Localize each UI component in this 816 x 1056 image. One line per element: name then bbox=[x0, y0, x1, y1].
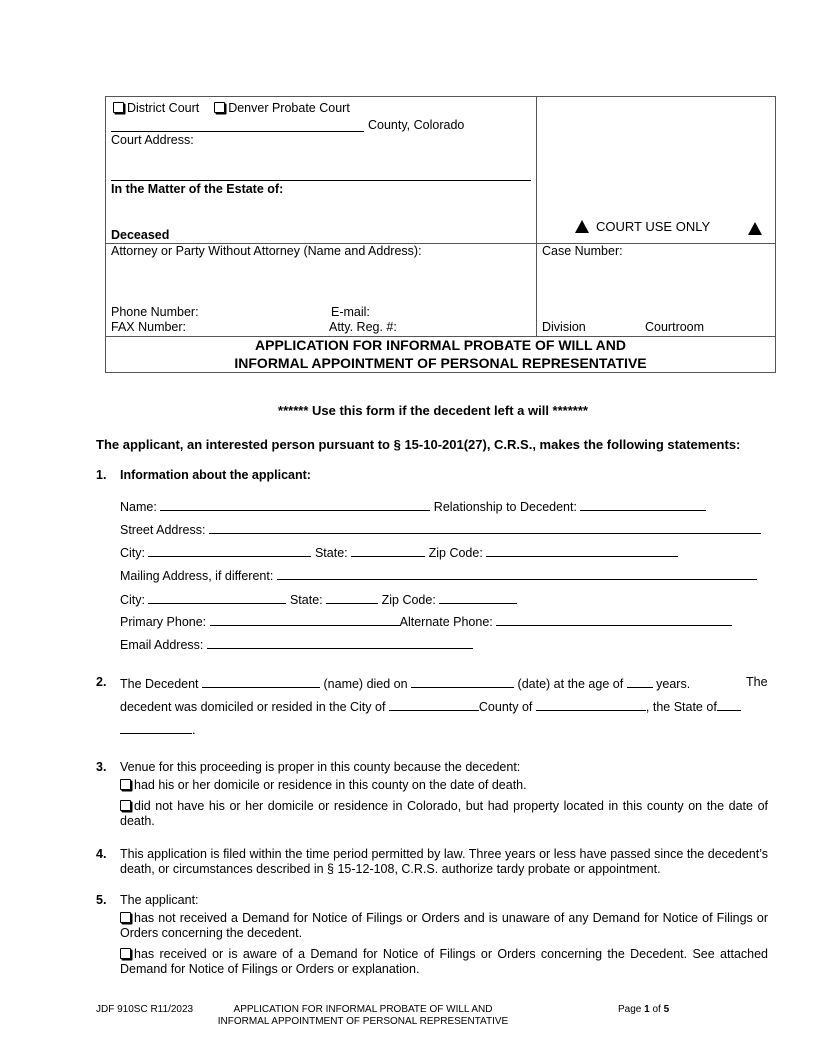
court-address-label: Court Address: bbox=[111, 133, 194, 147]
city-field[interactable] bbox=[148, 544, 311, 557]
relationship-label: Relationship to Decedent: bbox=[433, 500, 577, 514]
alternate-phone-field[interactable] bbox=[496, 613, 732, 626]
mailing-address-label: Mailing Address, if different: bbox=[120, 569, 274, 583]
the-label: The bbox=[746, 675, 768, 689]
intro-statement: The applicant, an interested person pursuant to § 15-10-201(27), C.R.S., makes the following statements: bbox=[96, 437, 741, 452]
attorney-label: Attorney or Party Without Attorney (Name and Address): bbox=[111, 244, 422, 258]
state-of-label: , the State of bbox=[645, 700, 717, 714]
relationship-field[interactable] bbox=[580, 498, 706, 511]
demand-option2-checkbox[interactable] bbox=[120, 948, 131, 959]
court-use-triangle-left bbox=[575, 220, 589, 236]
name-label: Name: bbox=[120, 500, 157, 514]
primary-phone-label: Primary Phone: bbox=[120, 615, 207, 629]
applicant-email-field[interactable] bbox=[207, 636, 473, 649]
page-prefix: Page bbox=[618, 1004, 642, 1015]
district-court-checkbox[interactable] bbox=[113, 102, 124, 113]
section2-line2 bbox=[120, 698, 741, 714]
court-use-only-label: COURT USE ONLY bbox=[596, 219, 711, 234]
form-title-line1: APPLICATION FOR INFORMAL PROBATE OF WILL AND bbox=[255, 337, 626, 353]
form-title-line2: INFORMAL APPOINTMENT OF PERSONAL REPRESENTATIVE bbox=[234, 355, 647, 371]
venue-option2-checkbox[interactable] bbox=[120, 800, 131, 811]
deceased-label: Deceased bbox=[111, 228, 170, 242]
section4-number: 4. bbox=[96, 847, 107, 861]
fax-number-label: FAX Number: bbox=[111, 320, 187, 334]
venue-option1-checkbox[interactable] bbox=[120, 779, 131, 790]
section5-number: 5. bbox=[96, 893, 107, 907]
footer-form-id: JDF 910SC R11/2023 bbox=[96, 1004, 194, 1015]
death-date-field[interactable] bbox=[411, 675, 514, 688]
died-on-label: (name) died on bbox=[323, 677, 408, 691]
demand-option1-checkbox[interactable] bbox=[120, 912, 131, 923]
mailing-state-label: State: bbox=[289, 593, 323, 607]
demand-option1 bbox=[120, 911, 768, 941]
domicile-state-field-cont[interactable] bbox=[120, 721, 192, 734]
mailing-address-row bbox=[120, 567, 757, 583]
zip-field[interactable] bbox=[486, 544, 678, 557]
footer-title-line1: APPLICATION FOR INFORMAL PROBATE OF WILL AND bbox=[233, 1004, 493, 1015]
county-suffix: County, Colorado bbox=[368, 118, 465, 132]
section4-text: This application is filed within the time period permitted by law. Three years or less have passed since the decedent’s death, or circumstances described in § 15-12-108, C.R.S. authorize tardy probate or appointment. bbox=[120, 847, 768, 876]
section1-heading: Information about the applicant: bbox=[120, 468, 311, 482]
court-use-triangle-right bbox=[748, 222, 762, 238]
atty-reg-label: Atty. Reg. #: bbox=[329, 320, 397, 334]
venue-option2-text: did not have his or her domicile or residence in Colorado, but had property located in this county on the date of death. bbox=[120, 799, 768, 828]
venue-option1-text: had his or her domicile or residence in this county on the date of death. bbox=[134, 778, 527, 792]
section2-line1 bbox=[120, 675, 690, 691]
age-label: (date) at the age of bbox=[517, 677, 624, 691]
demand-option2 bbox=[120, 947, 768, 977]
state-label: State: bbox=[314, 546, 348, 560]
courtroom-label: Courtroom bbox=[645, 320, 705, 334]
section5-intro: The applicant: bbox=[120, 893, 199, 907]
domicile-state-field[interactable] bbox=[717, 698, 741, 711]
email-row bbox=[120, 636, 473, 652]
decedent-label: The Decedent bbox=[120, 677, 199, 691]
mailing-state-field[interactable] bbox=[326, 591, 378, 604]
venue-intro: Venue for this proceeding is proper in this county because the decedent: bbox=[120, 760, 521, 774]
will-notice: ****** Use this form if the decedent left a will ******* bbox=[278, 403, 588, 418]
street-address-field[interactable] bbox=[209, 521, 761, 534]
denver-probate-court-label: Denver Probate Court bbox=[228, 101, 350, 115]
mailing-city-label: City: bbox=[120, 593, 145, 607]
venue-option2 bbox=[120, 799, 768, 829]
demand-option1-text: has not received a Demand for Notice of Filings or Orders and is unaware of any Demand for Notice of Filings or Orders concerning the decedent. bbox=[120, 911, 768, 940]
domicile-county-field[interactable] bbox=[536, 698, 646, 711]
years-label: years. bbox=[656, 677, 691, 691]
page-of: of bbox=[652, 1004, 661, 1015]
estate-label: In the Matter of the Estate of: bbox=[111, 182, 284, 196]
section2-line3 bbox=[120, 721, 195, 737]
district-court-label: District Court bbox=[127, 101, 200, 115]
county-of-label: County of bbox=[478, 700, 533, 714]
case-number-label: Case Number: bbox=[542, 244, 623, 258]
page-total: 5 bbox=[663, 1004, 670, 1015]
page-current: 1 bbox=[644, 1004, 650, 1015]
domiciled-city-label: decedent was domiciled or resided in the City of bbox=[120, 700, 386, 714]
demand-option2-text: has received or is aware of a Demand for Notice of Filings or Orders concerning the Decedent. See attached Demand for Notice of Filings or Orders or explanation. bbox=[120, 947, 768, 976]
caption-vertical-divider bbox=[536, 96, 537, 336]
section2-number: 2. bbox=[96, 675, 107, 689]
phone-row bbox=[120, 613, 732, 629]
section1-number: 1. bbox=[96, 468, 107, 482]
mailing-city-field[interactable] bbox=[148, 591, 286, 604]
street-address-row bbox=[120, 521, 761, 537]
section3-number: 3. bbox=[96, 760, 107, 774]
denver-probate-court-checkbox[interactable] bbox=[214, 102, 225, 113]
domicile-city-field[interactable] bbox=[389, 698, 479, 711]
division-label: Division bbox=[542, 320, 586, 334]
court-selection bbox=[113, 101, 350, 115]
mailing-zip-field[interactable] bbox=[439, 591, 517, 604]
form-title bbox=[105, 336, 776, 372]
court-address-line[interactable] bbox=[111, 180, 531, 181]
email-label: E-mail: bbox=[331, 305, 370, 319]
mailing-zip-label: Zip Code: bbox=[381, 593, 436, 607]
age-field[interactable] bbox=[627, 675, 653, 688]
county-name-line[interactable] bbox=[111, 131, 364, 132]
phone-number-label: Phone Number: bbox=[111, 305, 199, 319]
zip-label: Zip Code: bbox=[428, 546, 483, 560]
name-field[interactable] bbox=[160, 498, 430, 511]
city-label: City: bbox=[120, 546, 145, 560]
decedent-name-field[interactable] bbox=[202, 675, 320, 688]
mailing-city-state-zip-row bbox=[120, 591, 517, 607]
applicant-email-label: Email Address: bbox=[120, 638, 204, 652]
venue-option1 bbox=[120, 778, 768, 793]
state-field[interactable] bbox=[351, 544, 425, 557]
alternate-phone-label: Alternate Phone: bbox=[399, 615, 493, 629]
primary-phone-field[interactable] bbox=[210, 613, 400, 626]
footer-title-line2: INFORMAL APPOINTMENT OF PERSONAL REPRESENTATIVE bbox=[217, 1016, 509, 1027]
footer-title bbox=[191, 1004, 535, 1028]
city-state-zip-row bbox=[120, 544, 678, 560]
mailing-address-field[interactable] bbox=[277, 567, 757, 580]
section2-period: . bbox=[192, 723, 196, 737]
footer-page-number bbox=[618, 1004, 669, 1015]
street-address-label: Street Address: bbox=[120, 523, 206, 537]
applicant-name-row bbox=[120, 498, 706, 514]
